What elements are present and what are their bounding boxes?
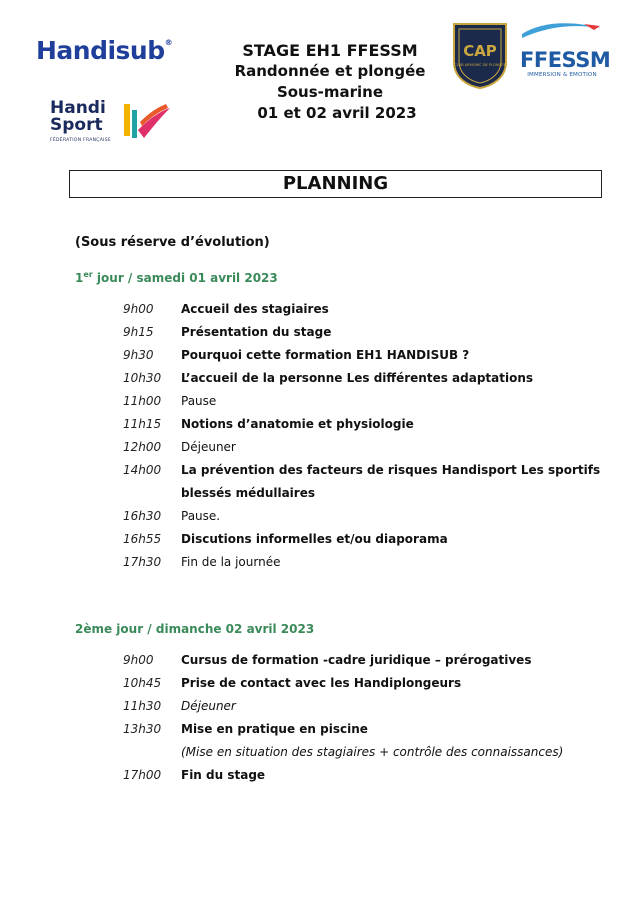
schedule-time: 12h00: [123, 440, 162, 454]
ffessm-logo-subtitle: IMMERSION & EMOTION: [527, 72, 597, 78]
handisub-logo-text: Handisub: [36, 36, 165, 65]
ffessm-logo-text: FFESSM: [520, 48, 611, 72]
schedule-time: 14h00: [123, 463, 162, 477]
schedule-time: 17h30: [123, 555, 162, 569]
schedule-desc: Pause.: [181, 509, 221, 523]
schedule-desc: Fin du stage: [181, 768, 266, 782]
handisport-logo-text: [50, 100, 106, 134]
schedule-desc: La prévention des facteurs de risques Handisport Les sportifs: [181, 463, 601, 477]
schedule-time: 16h55: [123, 532, 162, 546]
day1-heading: [75, 270, 278, 285]
header-line-4: 01 et 02 avril 2023: [257, 104, 417, 122]
schedule-desc: Déjeuner: [181, 440, 236, 454]
schedule-time: 11h30: [123, 699, 162, 713]
handisport-logo-line2: Sport: [50, 115, 103, 135]
handisub-logo: [36, 36, 172, 65]
schedule-desc: Déjeuner: [181, 699, 236, 713]
schedule-desc: Fin de la journée: [181, 555, 281, 569]
schedule-desc: Cursus de formation -cadre juridique – prérogatives: [181, 653, 532, 667]
schedule-time: 10h45: [123, 676, 162, 690]
schedule-desc: Présentation du stage: [181, 325, 332, 339]
header-title: [215, 40, 445, 124]
day1-heading-prefix: 1: [75, 271, 84, 285]
schedule-desc: (Mise en situation des stagiaires + contrôle des connaissances): [181, 745, 564, 759]
schedule-desc: Pause: [181, 394, 217, 408]
schedule-desc: L’accueil de la personne Les différentes adaptations: [181, 371, 534, 385]
reserve-note: (Sous réserve d’évolution): [75, 235, 270, 250]
cap-logo-text: CAP: [463, 42, 497, 60]
schedule-time: 11h15: [123, 417, 162, 431]
header-line-3: Sous-marine: [276, 83, 384, 101]
handisport-logo-line1: Handi: [50, 98, 106, 118]
schedule-time: 13h30: [123, 722, 162, 736]
schedule-desc: Accueil des stagiaires: [181, 302, 329, 316]
schedule-desc: Prise de contact avec les Handiplongeurs: [181, 676, 462, 690]
day1-heading-rest: jour / samedi 01 avril 2023: [92, 271, 278, 285]
handisub-registered-mark: ®: [164, 38, 173, 47]
schedule-desc: Discutions informelles et/ou diaporama: [181, 532, 448, 546]
day2-heading: 2ème jour / dimanche 02 avril 2023: [75, 622, 315, 636]
schedule-time: 9h15: [123, 325, 154, 339]
planning-title: PLANNING: [69, 170, 602, 198]
ffessm-wave-icon: [520, 20, 604, 42]
cap-club-logo: [452, 22, 508, 94]
schedule-time: 9h30: [123, 348, 154, 362]
schedule-time: 9h00: [123, 653, 154, 667]
schedule-time: 16h30: [123, 509, 162, 523]
day1-heading-sup: er: [83, 270, 93, 279]
header-line-2: Randonnée et plongée: [234, 62, 426, 80]
schedule-time: 9h00: [123, 302, 154, 316]
schedule-time: 17h00: [123, 768, 162, 782]
schedule-time: 11h00: [123, 394, 162, 408]
cap-logo-subtitle: CLUB ARMORIC DE PLONGÉE: [454, 63, 506, 67]
handisport-logo-subtitle: FÉDÉRATION FRANÇAISE: [50, 138, 112, 143]
schedule-time: 10h30: [123, 371, 162, 385]
handisport-logo: [50, 100, 180, 150]
ffessm-logo: [520, 20, 611, 78]
schedule-desc: blessés médullaires: [181, 486, 315, 500]
header-line-1: STAGE EH1 FFESSM: [242, 41, 418, 60]
schedule-desc: Mise en pratique en piscine: [181, 722, 368, 736]
schedule-desc: Pourquoi cette formation EH1 HANDISUB ?: [181, 348, 470, 362]
schedule-desc: Notions d’anatomie et physiologie: [181, 417, 414, 431]
handisport-swoosh-icon: [120, 100, 172, 140]
